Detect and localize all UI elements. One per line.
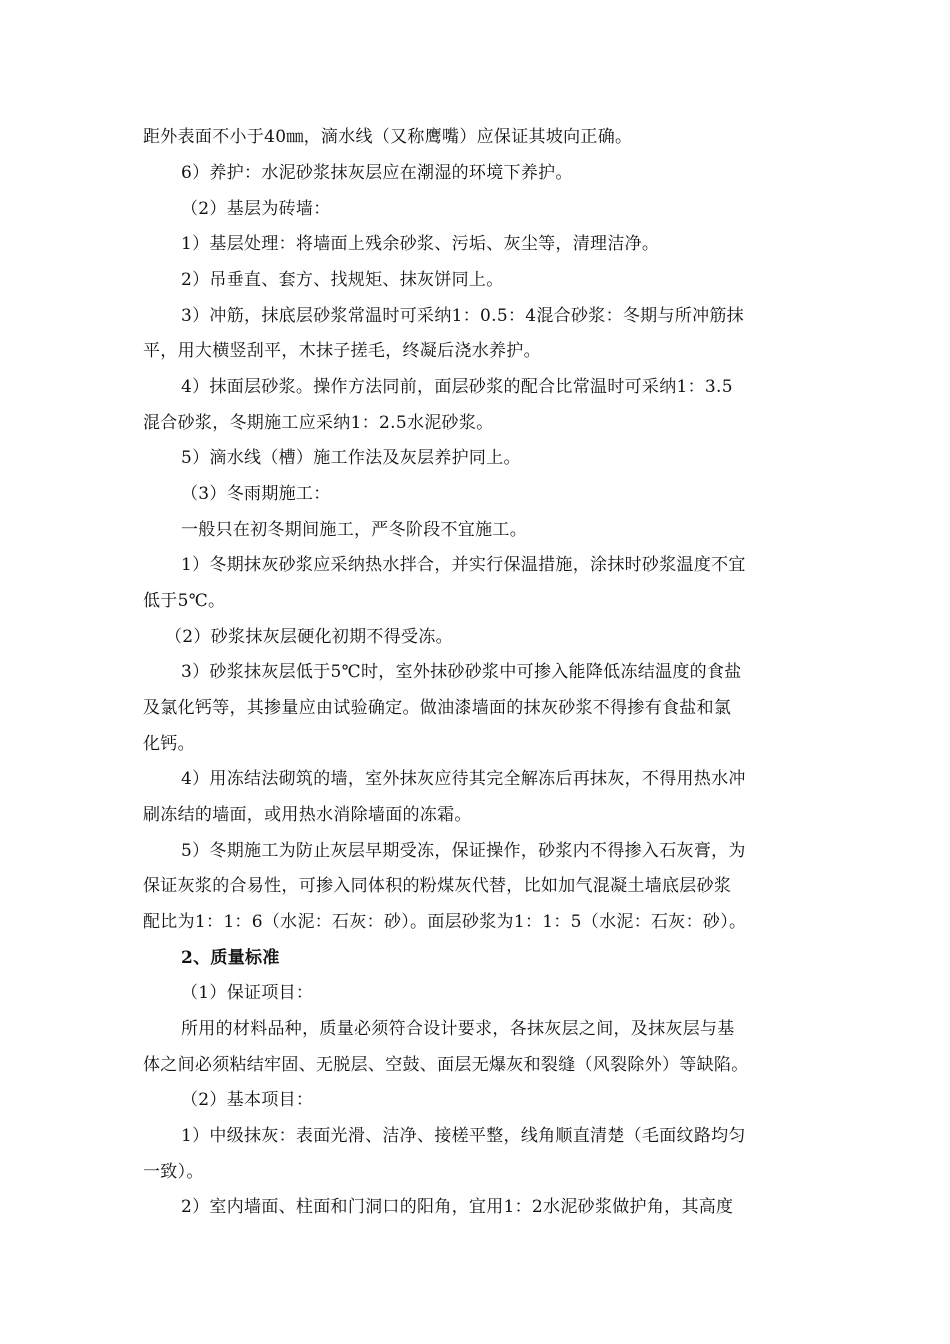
text-line-23: 配比为1：1：6（水泥：石灰：砂）。面层砂浆为1：1：5（水泥：石灰：砂）。 (143, 912, 747, 932)
text-line-27: 体之间必须粘结牢固、无脱层、空鼓、面层无爆灰和裂缝（风裂除外）等缺陷。 (143, 1055, 749, 1075)
text-line-11: （3）冬雨期施工： (181, 484, 331, 504)
text-line-5: 2）吊垂直、套方、找规矩、抹灰饼同上。 (181, 270, 504, 290)
text-line-9: 混合砂浆，冬期施工应采纳1：2.5水泥砂浆。 (143, 413, 494, 433)
text-line-12: 一般只在初冬期间施工，严冬阶段不宜施工。 (181, 520, 527, 540)
text-line-31: 2）室内墙面、柱面和门洞口的阳角，宜用1：2水泥砂浆做护角，其高度 (181, 1197, 734, 1217)
text-line-22: 保证灰浆的合易性，可掺入同体积的粉煤灰代替，比如加气混凝土墙底层砂浆 (143, 876, 732, 896)
text-line-2: 6）养护：水泥砂浆抹灰层应在潮湿的环境下养护。 (181, 163, 573, 183)
text-line-13: 1）冬期抹灰砂浆应采纳热水拌合，并实行保温措施，涂抹时砂浆温度不宜 (181, 555, 746, 575)
text-line-3: （2）基层为砖墙： (181, 199, 331, 219)
text-line-30: 一致）。 (143, 1162, 204, 1182)
text-line-19: 4）用冻结法砌筑的墙，室外抹灰应待其完全解冻后再抹灰，不得用热水冲 (181, 769, 746, 789)
text-line-1: 距外表面不小于40㎜，滴水线（又称鹰嘴）应保证其坡向正确。 (143, 127, 633, 147)
text-line-6: 3）冲筋，抹底层砂浆常温时可采纳1：0.5：4混合砂浆：冬期与所冲筋抹 (181, 306, 744, 326)
text-line-18: 化钙。 (143, 734, 195, 754)
text-line-10: 5）滴水线（槽）施工作法及灰层养护同上。 (181, 448, 521, 468)
text-line-29: 1）中级抹灰：表面光滑、洁净、接槎平整，线角顺直清楚（毛面纹路均匀 (181, 1126, 746, 1146)
text-line-20: 刷冻结的墙面，或用热水消除墙面的冻霜。 (143, 805, 472, 825)
text-line-15: （2）砂浆抹灰层硬化初期不得受冻。 (165, 627, 453, 647)
text-line-8: 4）抹面层砂浆。操作方法同前，面层砂浆的配合比常温时可采纳1：3.5 (181, 377, 733, 397)
text-line-28: （2）基本项目： (181, 1090, 314, 1110)
section-heading-quality-standard: 2、质量标准 (181, 948, 280, 968)
text-line-25: （1）保证项目： (181, 983, 314, 1003)
text-line-16: 3）砂浆抹灰层低于5℃时，室外抹砂砂浆中可掺入能降低冻结温度的食盐 (181, 662, 742, 682)
text-line-26: 所用的材料品种，质量必须符合设计要求，各抹灰层之间，及抹灰层与基 (181, 1019, 735, 1039)
text-line-17: 及氯化钙等，其掺量应由试验确定。做油漆墙面的抹灰砂浆不得掺有食盐和氯 (143, 698, 732, 718)
text-line-7: 平，用大横竖刮平，木抹子搓毛，终凝后浇水养护。 (143, 341, 541, 361)
text-line-14: 低于5℃。 (143, 591, 226, 611)
text-line-4: 1）基层处理：将墙面上残余砂浆、污垢、灰尘等，清理洁净。 (181, 234, 660, 254)
text-line-21: 5）冬期施工为防止灰层早期受冻，保证操作，砂浆内不得掺入石灰膏，为 (181, 841, 746, 861)
